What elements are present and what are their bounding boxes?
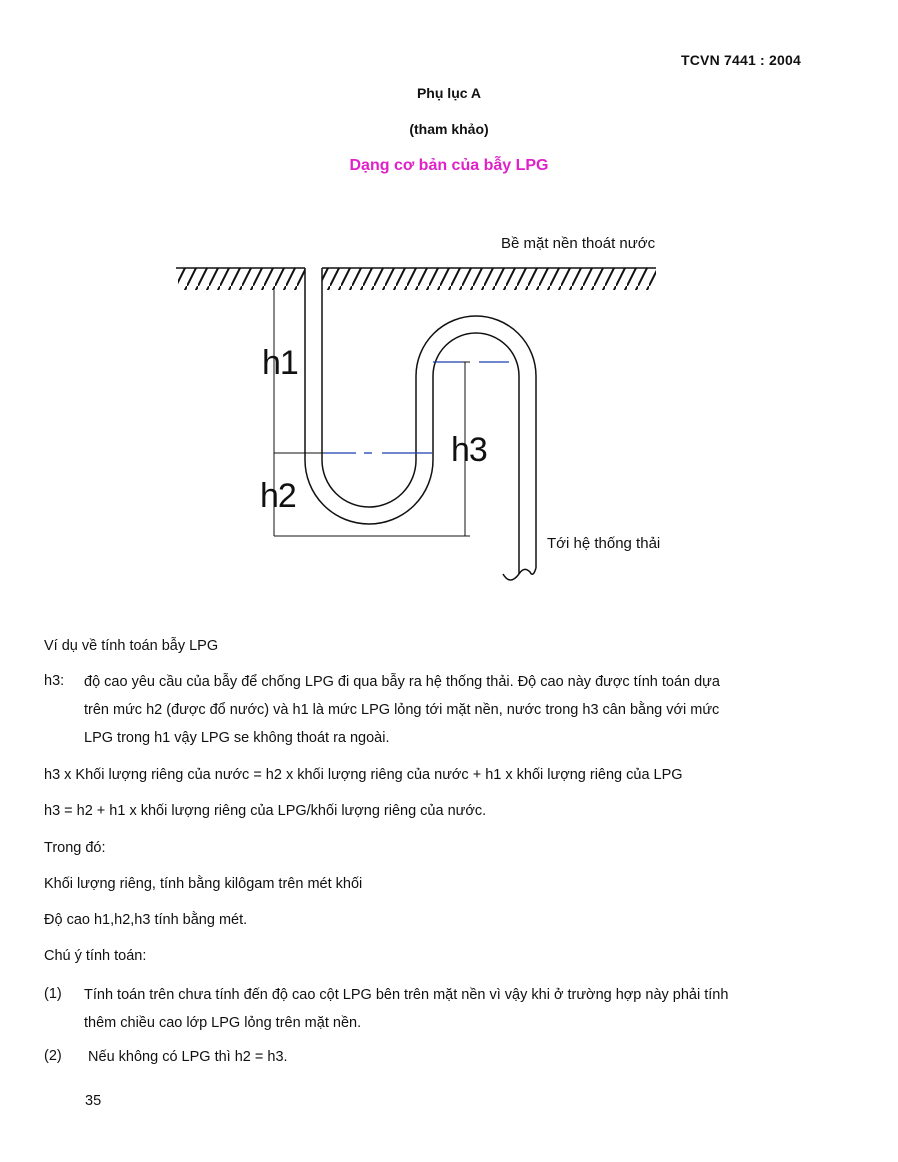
standard-number: TCVN 7441 : 2004 — [681, 52, 801, 68]
where-heading: Trong đó: — [44, 840, 106, 856]
note-heading: Chú ý tính toán: — [44, 948, 147, 964]
appendix-title: Phụ lục A — [416, 85, 482, 101]
h3-definition — [84, 668, 804, 752]
equation-2: h3 = h2 + h1 x khối lượng riêng của LPG/khối lượng riêng của nước. — [44, 803, 487, 819]
h3-label: h3 — [451, 431, 487, 469]
note-1 — [84, 981, 804, 1037]
note-2: Nếu không có LPG thì h2 = h3. — [84, 1049, 288, 1065]
h3-definition-line-1: độ cao yêu cầu của bẫy để chống LPG đi qua bẫy ra hệ thống thải. Độ cao này được tính toán dựa — [84, 674, 720, 690]
height-unit: Độ cao h1,h2,h3 tính bằng mét. — [44, 912, 248, 928]
equation-1: h3 x Khối lượng riêng của nước = h2 x khối lượng riêng của nước + h1 x khối lượng riêng của LPG — [44, 767, 683, 783]
h3-definition-line-2: trên mức h2 (được đổ nước) và h1 là mức LPG lỏng tới mặt nền, nước trong h3 cân bằng với mức — [84, 702, 720, 718]
h1-label: h1 — [262, 344, 298, 382]
drain-label: Tới hệ thống thải — [547, 535, 661, 552]
h2-label: h2 — [260, 477, 296, 515]
appendix-subtitle: (tham khảo) — [409, 121, 489, 137]
ground-hatching — [176, 268, 656, 290]
h3-definition-label: h3: — [44, 673, 65, 689]
figure-title: Dạng cơ bản của bẫy LPG — [349, 157, 549, 174]
h3-definition-line-3: LPG trong h1 vậy LPG se không thoát ra ngoài. — [84, 730, 390, 746]
note-2-number: (2) — [44, 1048, 62, 1064]
page-number: 35 — [85, 1093, 102, 1109]
trap-pipe — [305, 268, 536, 580]
note-1-line-1: Tính toán trên chưa tính đến độ cao cột LPG bên trên mặt nền vì vậy khi ở trường hợp này phải tính — [84, 987, 729, 1003]
density-unit: Khối lượng riêng, tính bằng kilôgam trên mét khối — [44, 876, 363, 892]
note-1-number: (1) — [44, 986, 62, 1002]
lpg-trap-figure — [0, 220, 898, 600]
surface-label: Bề mặt nền thoát nước — [501, 235, 656, 252]
note-1-line-2: thêm chiều cao lớp LPG lỏng trên mặt nền. — [84, 1015, 362, 1031]
example-heading: Ví dụ về tính toán bẫy LPG — [44, 638, 219, 654]
